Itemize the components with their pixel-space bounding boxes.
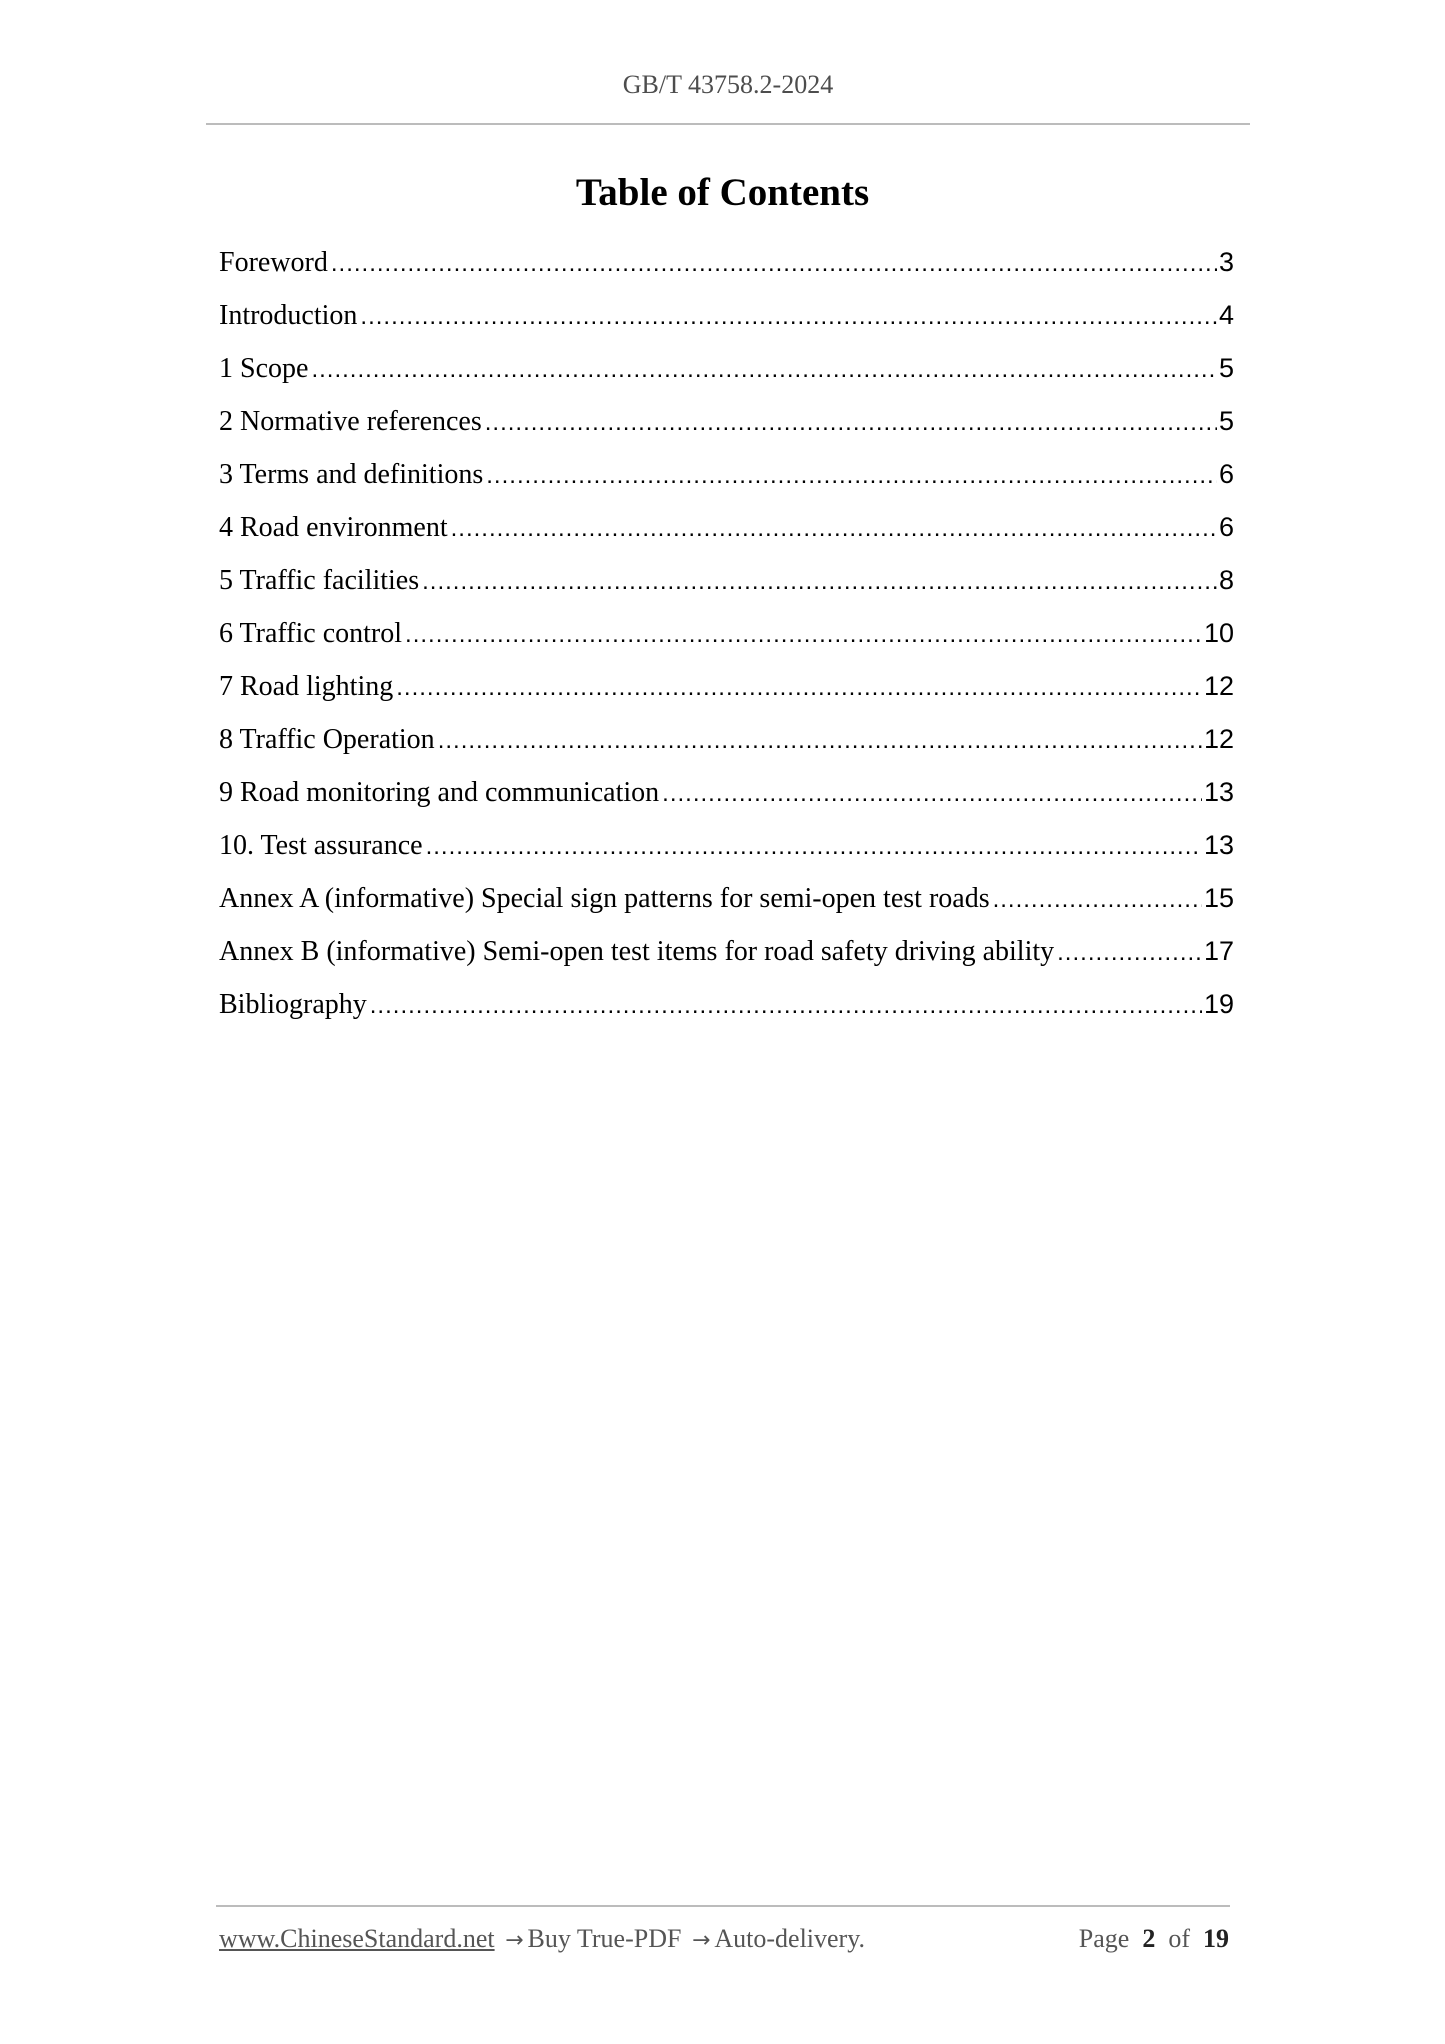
toc-entry-traffic-operation[interactable] bbox=[219, 724, 1234, 777]
toc-entry-traffic-facilities[interactable] bbox=[219, 565, 1234, 618]
toc-entry-terms-and-definitions[interactable] bbox=[219, 459, 1234, 512]
toc-dot-leader bbox=[396, 674, 1202, 702]
toc-page-number: 8 bbox=[1218, 565, 1234, 595]
toc-dot-leader bbox=[438, 727, 1202, 755]
toc-entry-annex-b[interactable] bbox=[219, 936, 1234, 989]
toc-entry-label: 4 Road environment bbox=[219, 512, 448, 543]
toc-entry-label: 1 Scope bbox=[219, 353, 309, 384]
auto-delivery-text: Auto-delivery. bbox=[714, 1924, 866, 1953]
footer-promo bbox=[219, 1924, 865, 1954]
toc-dot-leader bbox=[426, 833, 1202, 861]
toc-page-number: 5 bbox=[1218, 406, 1234, 436]
table-of-contents bbox=[219, 247, 1234, 1042]
of-word: of bbox=[1168, 1924, 1190, 1953]
toc-entry-label: Bibliography bbox=[219, 989, 367, 1020]
page-word: Page bbox=[1078, 1924, 1130, 1953]
toc-dot-leader bbox=[360, 303, 1217, 331]
toc-entry-traffic-control[interactable] bbox=[219, 618, 1234, 671]
toc-entry-label: 9 Road monitoring and communication bbox=[219, 777, 660, 808]
page-footer bbox=[219, 1924, 1229, 1964]
toc-dot-leader bbox=[1057, 939, 1202, 967]
header-divider bbox=[206, 123, 1250, 125]
toc-entry-introduction[interactable] bbox=[219, 300, 1234, 353]
toc-entry-road-lighting[interactable] bbox=[219, 671, 1234, 724]
toc-page-number: 6 bbox=[1218, 512, 1234, 542]
toc-entry-annex-a[interactable] bbox=[219, 883, 1234, 936]
toc-entry-label: Introduction bbox=[219, 300, 358, 331]
toc-page-number: 17 bbox=[1203, 936, 1234, 966]
toc-dot-leader bbox=[451, 515, 1217, 543]
toc-entry-label: 10. Test assurance bbox=[219, 830, 423, 861]
toc-page-number: 19 bbox=[1203, 989, 1234, 1019]
toc-entry-label: 8 Traffic Operation bbox=[219, 724, 435, 755]
toc-dot-leader bbox=[662, 780, 1202, 808]
toc-page-number: 6 bbox=[1218, 459, 1234, 489]
toc-entry-label: 3 Terms and definitions bbox=[219, 459, 484, 490]
toc-dot-leader bbox=[311, 356, 1217, 384]
toc-entry-label: Annex B (informative) Semi-open test items for road safety driving ability bbox=[219, 936, 1055, 967]
toc-entry-normative-references[interactable] bbox=[219, 406, 1234, 459]
arrow-right-icon: → bbox=[505, 1928, 524, 1953]
toc-page-number: 15 bbox=[1203, 883, 1234, 913]
toc-page-number: 4 bbox=[1218, 300, 1234, 330]
toc-dot-leader bbox=[422, 568, 1217, 596]
toc-dot-leader bbox=[485, 409, 1217, 437]
toc-dot-leader bbox=[331, 250, 1217, 278]
toc-entry-test-assurance[interactable] bbox=[219, 830, 1234, 883]
page-counter bbox=[1079, 1924, 1229, 1954]
toc-entry-label: Annex A (informative) Special sign patterns for semi-open test roads bbox=[219, 883, 990, 914]
toc-entry-scope[interactable] bbox=[219, 353, 1234, 406]
toc-page-number: 12 bbox=[1203, 671, 1234, 701]
toc-entry-label: Foreword bbox=[219, 247, 328, 278]
page-title: Table of Contents bbox=[575, 171, 870, 214]
toc-page-number: 5 bbox=[1218, 353, 1234, 383]
current-page-number: 2 bbox=[1142, 1924, 1156, 1953]
toc-entry-label: 7 Road lighting bbox=[219, 671, 394, 702]
page-header: GB/T 43758.2-2024 bbox=[622, 70, 834, 99]
site-link[interactable]: www.ChineseStandard.net bbox=[219, 1924, 495, 1953]
toc-dot-leader bbox=[486, 462, 1217, 490]
toc-dot-leader bbox=[993, 886, 1202, 914]
toc-entry-label: 2 Normative references bbox=[219, 406, 482, 437]
toc-entry-road-monitoring[interactable] bbox=[219, 777, 1234, 830]
arrow-right-icon: → bbox=[691, 1928, 711, 1953]
buy-true-pdf-text: Buy True-PDF bbox=[527, 1924, 682, 1953]
toc-dot-leader bbox=[405, 621, 1202, 649]
toc-entry-bibliography[interactable] bbox=[219, 989, 1234, 1042]
toc-page-number: 13 bbox=[1203, 830, 1234, 860]
toc-dot-leader bbox=[370, 992, 1202, 1020]
toc-entry-road-environment[interactable] bbox=[219, 512, 1234, 565]
toc-page-number: 10 bbox=[1203, 618, 1234, 648]
toc-entry-label: 5 Traffic facilities bbox=[219, 565, 420, 596]
toc-page-number: 3 bbox=[1218, 247, 1234, 277]
toc-entry-foreword[interactable] bbox=[219, 247, 1234, 300]
toc-page-number: 13 bbox=[1203, 777, 1234, 807]
footer-divider bbox=[216, 1905, 1230, 1907]
total-pages-number: 19 bbox=[1203, 1924, 1229, 1953]
toc-entry-label: 6 Traffic control bbox=[219, 618, 403, 649]
toc-page-number: 12 bbox=[1203, 724, 1234, 754]
